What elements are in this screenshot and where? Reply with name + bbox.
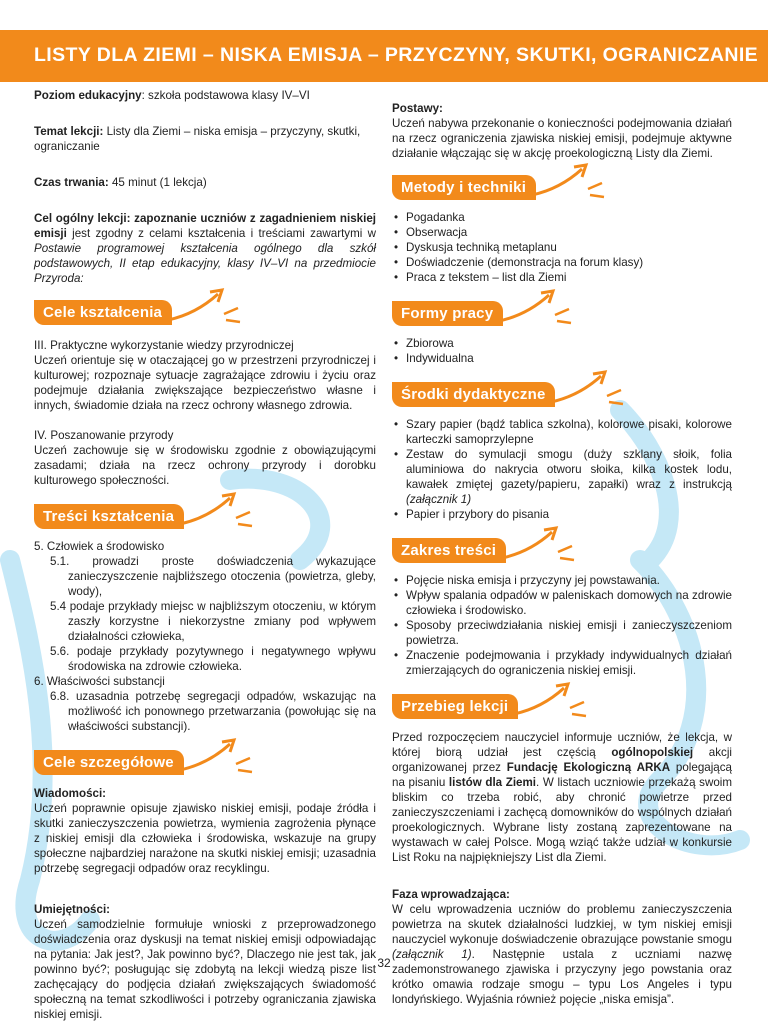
list-item: 6.8. uzasadnia potrzebę segregacji odpadów, wskazując na możliwość ich ponownego przetwarzania (powołując się na właściwości substancji). xyxy=(50,690,376,733)
arrow-decoration-icon xyxy=(178,490,256,534)
faza-text: W celu wprowadzenia uczniów do problemu zanieczyszczenia powietrza na skutek działalności ludzkiej, w tym niskiej emisji nauczyciel wykonuje doświadczenie obrazujące powstanie smogu (załącznik 1). Następnie ustala z uczniami nazwę zademonstrowanego zjawiska i przyczyny jego powstania oraz krótko omawia rodzaje smogu – typu Los Angeles i typu londyńskiego. Wyjaśnia również pojęcie „niska emisja”. xyxy=(392,903,732,1006)
list-item: • Dyskusja techniką metaplanu xyxy=(406,240,732,255)
left-column xyxy=(34,88,376,1022)
arrow-decoration-icon xyxy=(178,736,256,780)
general-goal: Cel ogólny lekcji: zapoznanie uczniów z zagadnieniem niskiej emisji jest zgodny z celami kształcenia i treściami zawartymi w Postawie programowej kształcenia ogólnego dla szkół podstawowych, II etap edukacyjny, klasy IV–VI na przedmiocie Przyroda: xyxy=(34,212,376,285)
list-item: • Papier i przybory do pisania xyxy=(406,507,732,522)
przebieg-intro: Przed rozpoczęciem nauczyciel informuje uczniów, że lekcja, w której biorą udział jest częścią ogólnopolskiej akcji organizowanej przez Fundację Ekologiczną ARKA polegającą na pisaniu listów dla Ziemi. W listach uczniowie przekażą swoim bliskim co trzeba robić, aby chronić powietrze przed zanieczyszczeniami i zachęcą domowników do wspólnych działań proekologicznych. Wybrane listy zostaną zaprezentowane na wystawach w całej Polsce. Mogą wziąć także udział w konkursie List Roku na najpiękniejszy List dla Ziemi. xyxy=(392,731,732,864)
arrow-decoration-icon xyxy=(549,368,627,412)
duration: Czas trwania: 45 minut (1 lekcja) xyxy=(34,176,207,189)
section-heading-zakres: Zakres treści xyxy=(392,538,506,563)
section-heading-przebieg: Przebieg lekcji xyxy=(392,694,518,719)
list-item: • Pogadanka xyxy=(406,210,732,225)
cele-ksztalcenia-iii: III. Praktyczne wykorzystanie wiedzy przyrodniczej Uczeń orientuje się w otaczającej go w przestrzeni przyrodniczej i kulturowej; rozpoznaje sytuacje zagrażające zdrowiu i życiu oraz podejmuje działania zwiększające bezpieczeństwo własne i innych, świadomie działa na rzecz ochrony własnego zdrowia. xyxy=(34,339,376,412)
section-heading-formy: Formy pracy xyxy=(392,301,503,326)
formy-list xyxy=(392,336,732,366)
lesson-topic: Temat lekcji: Listy dla Ziemi – niska emisja – przyczyny, skutki, ograniczanie xyxy=(34,125,361,153)
list-item: • Znaczenie podejmowania i przykłady indywidualnych działań zmierzających do ograniczenia niskiej emisji. xyxy=(406,648,732,678)
arrow-decoration-icon xyxy=(497,287,575,331)
list-item: 5.6. podaje przykłady pozytywnego i negatywnego wpływu środowiska na zdrowie człowieka. xyxy=(50,645,376,673)
arrow-decoration-icon xyxy=(500,524,578,568)
list-item: • Wpływ spalania odpadów w paleniskach domowych na zdrowie człowieka i środowisko. xyxy=(406,588,732,618)
zakres-list xyxy=(392,573,732,678)
list-item: • Sposoby przeciwdziałania niskiej emisji i zanieczyszczeniom powietrza. xyxy=(406,618,732,648)
arrow-decoration-icon xyxy=(512,680,590,724)
cele-ksztalcenia-iv: IV. Poszanowanie przyrody Uczeń zachowuje się w środowisku zgodnie z obowiązującymi zasadami; działa na rzecz ochrony przyrody i dorobku kulturowego społeczności. xyxy=(34,429,376,487)
section-heading-metody: Metody i techniki xyxy=(392,175,536,200)
tresci-list xyxy=(34,539,376,734)
faza-label: Faza wprowadzająca: xyxy=(392,888,510,901)
section-heading-cele-szczegolowe: Cele szczegółowe xyxy=(34,750,184,775)
list-item: • Zestaw do symulacji smogu (duży szklany słoik, folia aluminiowa do nakrycia otworu słoika, kilka kostek lodu, kawałek zmiętej gazety/papieru, zapałki) wraz z instrukcją (załącznik 1) xyxy=(406,447,732,507)
list-item: • Indywidualna xyxy=(406,351,732,366)
srodki-list xyxy=(392,417,732,522)
postawy-label: Postawy: xyxy=(392,102,443,115)
umiejetnosci-label: Umiejętności: xyxy=(34,903,111,916)
list-item: 5. Człowiek a środowisko xyxy=(34,540,165,553)
list-item: • Doświadczenie (demonstracja na forum klasy) xyxy=(406,255,732,270)
section-heading-cele-ksztalcenia: Cele kształcenia xyxy=(34,300,172,325)
umiejetnosci-text: Uczeń samodzielnie formułuje wnioski z przeprowadzonego doświadczenia oraz dyskusji na temat niskiej emisji odpowiadając na pytania: Jak jest?, Jak powinno być?, Dlaczego nie jest tak, jak powinno być?; posługując się zdobytą na lekcji wiedzą pisze list zachęcający do podjęcia działań zwiększających świadomość społeczną na temat szkodliwości i potrzeby ograniczania zjawiska niskiej emisji. xyxy=(34,918,376,1021)
postawy-text: Uczeń nabywa przekonanie o konieczności podejmowania działań na rzecz ograniczenia zjawiska niskiej emisji, podejmuje aktywne działanie włączając się w akcję proekologiczną Listy dla Ziemi. xyxy=(392,117,732,160)
list-item: 5.1. prowadzi proste doświadczenia wykazujące zanieczyszczenie najbliższego otoczenia (powietrza, gleby, wody), xyxy=(50,555,376,598)
wiadomosci-label: Wiadomości: xyxy=(34,787,107,800)
page-title: LISTY DLA ZIEMI – NISKA EMISJA – PRZYCZYNY, SKUTKI, OGRANICZANIE xyxy=(34,44,759,66)
arrow-decoration-icon xyxy=(530,161,608,205)
list-item: • Szary papier (bądź tablica szkolna), kolorowe pisaki, kolorowe karteczki samoprzylepne xyxy=(406,417,732,447)
list-item: • Praca z tekstem – list dla Ziemi xyxy=(406,270,732,285)
metody-list xyxy=(392,210,732,285)
wiadomosci-text: Uczeń poprawnie opisuje zjawisko niskiej emisji, podaje źródła i skutki zanieczyszczenia powietrza, wymienia zagrożenia płynące z niskiej emisji dla człowieka i środowiska, wskazuje na grupy społeczne najbardziej narażone na skutki niskiej emisji; uzasadnia potrzebę segregacji odpadów oraz recyklingu. xyxy=(34,802,376,875)
list-item: • Pojęcie niska emisja i przyczyny jej powstawania. xyxy=(406,573,732,588)
list-item: 6. Właściwości substancji xyxy=(34,675,165,688)
arrow-decoration-icon xyxy=(166,286,244,330)
page-number: 32 xyxy=(377,956,391,970)
section-heading-tresci: Treści kształcenia xyxy=(34,504,184,529)
list-item: • Zbiorowa xyxy=(406,336,732,351)
title-banner xyxy=(0,30,768,82)
section-heading-srodki: Środki dydaktyczne xyxy=(392,382,555,407)
list-item: • Obserwacja xyxy=(406,225,732,240)
education-level: Poziom edukacyjny: szkoła podstawowa klasy IV–VI xyxy=(34,89,310,102)
list-item: 5.4 podaje przykłady miejsc w najbliższym otoczeniu, w którym zaszły korzystne i niekorzystne zmiany pod wpływem działalności człowieka, xyxy=(50,600,376,643)
right-column xyxy=(392,101,732,1007)
